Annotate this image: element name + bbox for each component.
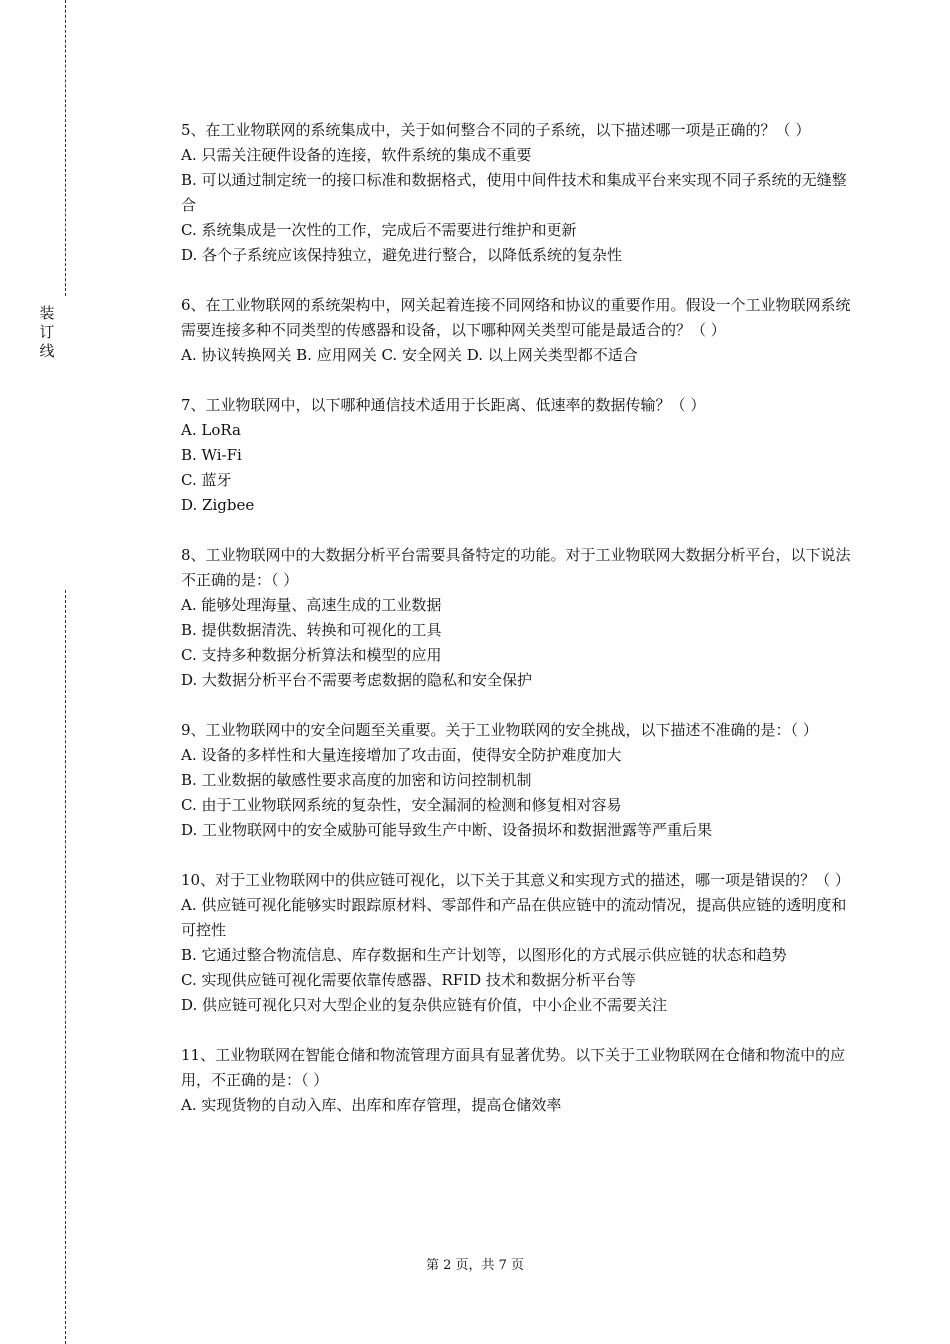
binding-line-label [38, 304, 56, 361]
question-8 [181, 543, 853, 693]
question-text: 8、工业物联网中的大数据分析平台需要具备特定的功能。对于工业物联网大数据分析平台，以下说法不正确的是：（ ） [181, 546, 851, 589]
question-6 [181, 293, 853, 368]
option-d: D. 工业物联网中的安全威胁可能导致生产中断、设备损坏和数据泄露等严重后果 [181, 821, 713, 839]
option-c: C. 系统集成是一次性的工作，完成后不需要进行维护和更新 [181, 221, 577, 239]
option-a: A. 实现货物的自动入库、出库和库存管理，提高仓储效率 [181, 1096, 562, 1114]
option-b: B. 提供数据清洗、转换和可视化的工具 [181, 621, 442, 639]
option-b: B. 工业数据的敏感性要求高度的加密和访问控制机制 [181, 771, 532, 789]
question-text: 6、在工业物联网的系统架构中，网关起着连接不同网络和协议的重要作用。假设一个工业物联网系统需要连接多种不同类型的传感器和设备，以下哪种网关类型可能是最适合的？（ ） [181, 296, 851, 339]
option-c: C. 支持多种数据分析算法和模型的应用 [181, 646, 442, 664]
option-d: D. Zigbee [181, 496, 255, 514]
option-d: D. 各个子系统应该保持独立，避免进行整合，以降低系统的复杂性 [181, 246, 623, 264]
option-a: A. 能够处理海量、高速生成的工业数据 [181, 596, 442, 614]
question-5 [181, 118, 853, 268]
question-list [181, 118, 853, 1143]
option-d: D. 供应链可视化只对大型企业的复杂供应链有价值，中小企业不需要关注 [181, 996, 668, 1014]
page-number: 第 2 页，共 7 页 [425, 1258, 525, 1273]
question-text: 11、工业物联网在智能仓储和物流管理方面具有显著优势。以下关于工业物联网在仓储和物流中的应用，不正确的是：（ ） [181, 1046, 846, 1089]
option-c: C. 由于工业物联网系统的复杂性，安全漏洞的检测和修复相对容易 [181, 796, 622, 814]
option-c: C. 蓝牙 [181, 471, 232, 489]
option-b: B. 它通过整合物流信息、库存数据和生产计划等，以图形化的方式展示供应链的状态和趋势 [181, 946, 787, 964]
option-b: B. 可以通过制定统一的接口标准和数据格式，使用中间件技术和集成平台来实现不同子系统的无缝整合 [181, 171, 847, 214]
question-10 [181, 868, 853, 1018]
option-a: A. 设备的多样性和大量连接增加了攻击面，使得安全防护难度加大 [181, 746, 622, 764]
binding-label-char: 订 [39, 323, 55, 341]
binding-label-char: 线 [39, 342, 55, 360]
question-text: 10、对于工业物联网中的供应链可视化，以下关于其意义和实现方式的描述，哪一项是错误的？（ ） [181, 871, 850, 889]
binding-dashed-line-bottom [65, 590, 66, 1344]
question-11 [181, 1043, 853, 1118]
option-a: A. 只需关注硬件设备的连接，软件系统的集成不重要 [181, 146, 532, 164]
option-a: A. 供应链可视化能够实时跟踪原材料、零部件和产品在供应链中的流动情况，提高供应链的透明度和可控性 [181, 896, 847, 939]
option-c: C. 实现供应链可视化需要依靠传感器、RFID 技术和数据分析平台等 [181, 971, 636, 989]
question-text: 5、在工业物联网的系统集成中，关于如何整合不同的子系统，以下描述哪一项是正确的？（ ） [181, 121, 811, 139]
option-a: A. LoRa [181, 421, 241, 439]
binding-label-char: 装 [39, 304, 55, 322]
binding-dashed-line-top [65, 0, 66, 296]
question-9 [181, 718, 853, 843]
option-d: D. 大数据分析平台不需要考虑数据的隐私和安全保护 [181, 671, 533, 689]
question-text: 9、工业物联网中的安全问题至关重要。关于工业物联网的安全挑战，以下描述不准确的是：（ ） [181, 721, 818, 739]
options-inline: A. 协议转换网关 B. 应用网关 C. 安全网关 D. 以上网关类型都不适合 [181, 346, 638, 364]
question-7 [181, 393, 853, 518]
question-text: 7、工业物联网中，以下哪种通信技术适用于长距离、低速率的数据传输？（ ） [181, 396, 706, 414]
option-b: B. Wi-Fi [181, 446, 242, 464]
